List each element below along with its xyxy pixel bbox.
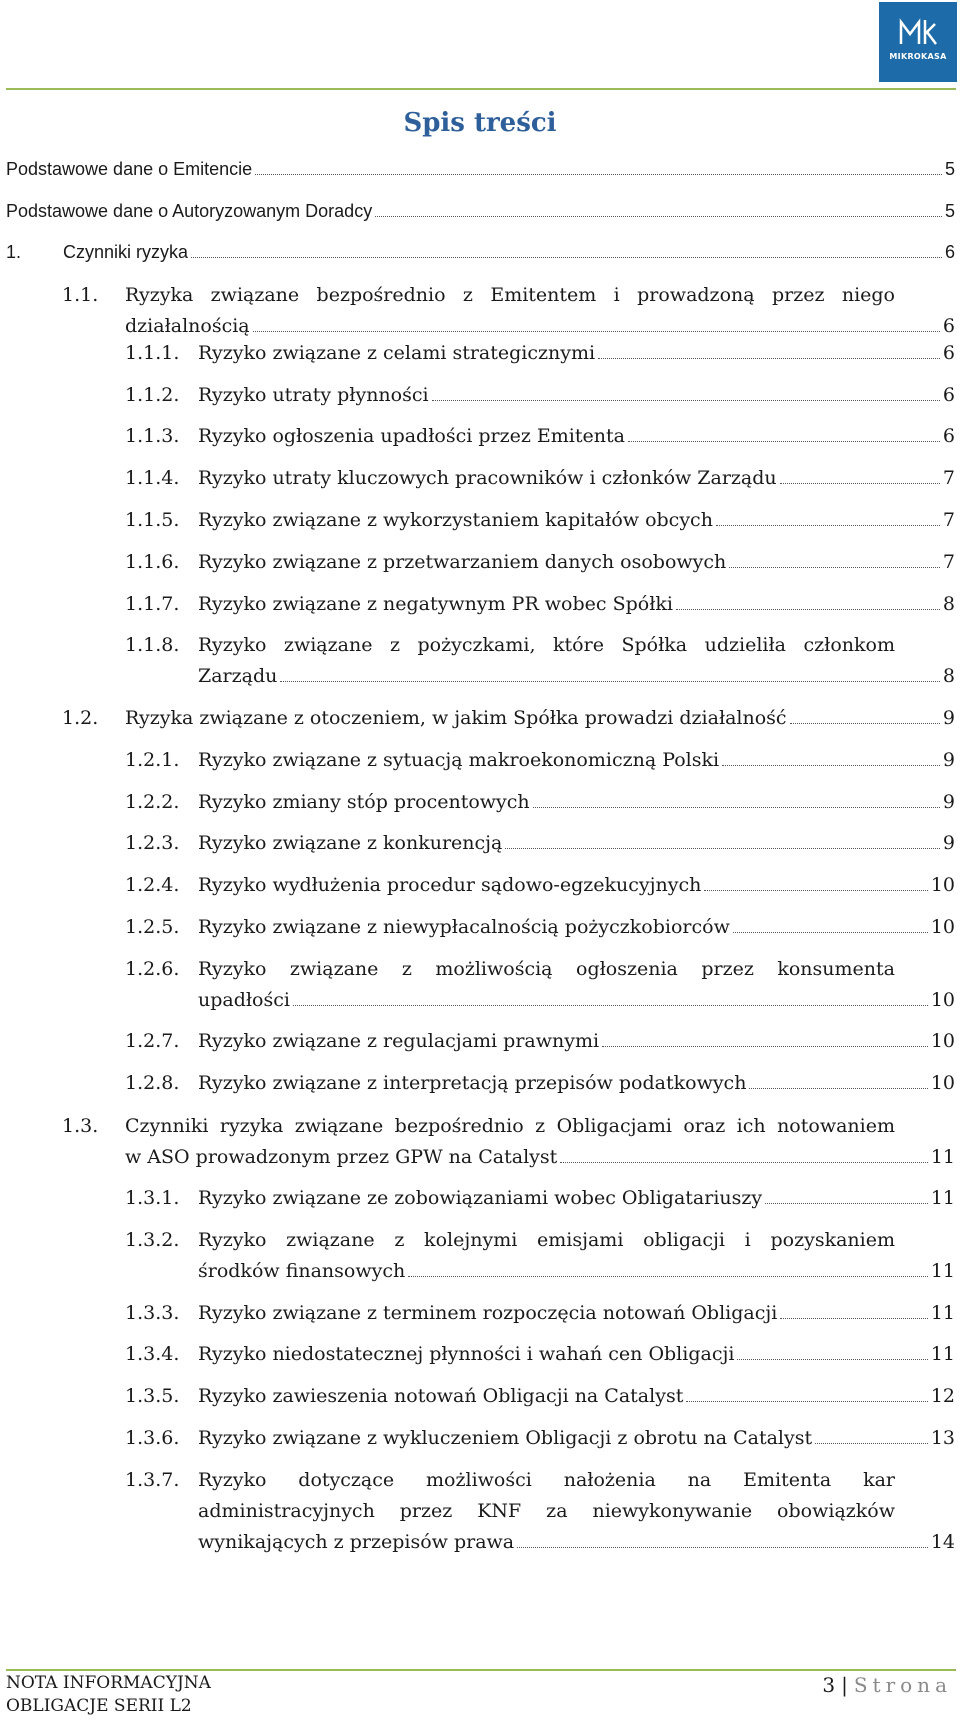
toc-entry-number: 1.2.6. [125,958,180,980]
toc-dot-leader [780,466,940,484]
toc-entry[interactable] [0,508,960,539]
toc-entry-page: 6 [942,425,955,447]
toc-entry-title: Ryzyko związane z regulacjami prawnymi [198,1030,600,1052]
toc-entry-page: 11 [930,1146,955,1168]
toc-entry[interactable] [0,283,960,345]
toc-dot-leader [602,1029,928,1047]
toc-entry-title: Ryzyko zmiany stóp procentowych [198,791,530,813]
toc-entry-number: 1.1.6. [125,551,180,573]
toc-entry-number: 1.2.8. [125,1072,180,1094]
toc-dot-leader [704,873,927,891]
toc-entry-page: 11 [930,1260,955,1282]
toc-entry[interactable] [0,157,960,188]
toc-entry-title: Podstawowe dane o Emitencie [6,159,253,179]
toc-entry-title: Ryzyko związane z wykorzystaniem kapitałów obcych [198,509,713,531]
toc-entry[interactable] [0,915,960,946]
toc-entry-title: Ryzyko zawieszenia notowań Obligacji na Catalyst [198,1385,684,1407]
toc-entry[interactable] [0,1029,960,1060]
toc-entry[interactable] [0,466,960,497]
footer-label: Strona [853,1673,952,1697]
toc-dot-leader [686,1384,927,1402]
toc-dot-leader [560,1145,928,1163]
toc-dot-leader [255,157,942,175]
toc-dot-leader [375,199,942,217]
toc-entry-page: 5 [944,201,955,221]
footer-page: 3 [822,1673,836,1697]
toc-entry[interactable] [0,1186,960,1217]
toc-entry[interactable] [0,1071,960,1102]
toc-entry-title: Ryzyko związane z niewypłacalnością pożyczkobiorców [198,916,730,938]
toc-entry[interactable] [0,550,960,581]
toc-entry[interactable] [0,1342,960,1373]
toc-entry-number: 1.2.2. [125,791,180,813]
toc-entry-number: 1.2.3. [125,832,180,854]
toc-entry-page: 10 [930,874,955,896]
toc-dot-leader [737,1342,927,1360]
toc-entry-page: 6 [942,384,955,406]
toc-entry-number: 1.2.1. [125,749,180,771]
toc-dot-leader [765,1186,928,1204]
toc-dot-leader [815,1426,928,1444]
toc-entry-page: 9 [942,707,955,729]
toc-entry-page: 9 [942,749,955,771]
toc-entry[interactable] [0,1426,960,1457]
toc-dot-leader [729,550,940,568]
toc-entry-number: 1.1.8. [125,634,180,656]
toc-entry-title: upadłości [198,989,290,1011]
toc-dot-leader [790,706,940,724]
toc-entry[interactable] [0,424,960,455]
toc-entry-title: Ryzyko utraty kluczowych pracowników i członków Zarządu [198,467,777,489]
toc-dot-leader [505,831,940,849]
toc-entry-page: 9 [942,832,955,854]
footer-rule [6,1669,956,1671]
toc-entry-number: 1.3.2. [125,1229,180,1251]
toc-entry-title: Ryzyko związane z negatywnym PR wobec Spółki [198,593,673,615]
toc-entry-title: w ASO prowadzonym przez GPW na Catalyst [125,1146,558,1168]
toc-entry-number: 1.1. [62,284,99,306]
toc-dot-leader [598,341,940,359]
toc-entry-number: 1.1.7. [125,593,180,615]
toc-entry[interactable] [0,1468,960,1561]
toc-entry[interactable] [0,873,960,904]
toc-entry-page: 11 [930,1302,955,1324]
toc-entry-number: 1.2.7. [125,1030,180,1052]
toc-dot-leader [533,790,940,808]
toc-dot-leader [517,1530,928,1548]
toc-dot-leader [432,383,940,401]
toc-entry-page: 6 [942,315,955,337]
toc-entry-title: Ryzyko związane z wykluczeniem Obligacji z obrotu na Catalyst [198,1427,813,1449]
toc-entry-number: 1.2. [62,707,99,729]
toc-entry-number: 1.3.5. [125,1385,180,1407]
toc-dot-leader [716,508,940,526]
toc-entry-title: Ryzyko wydłużenia procedur sądowo-egzekucyjnych [198,874,702,896]
toc-entry[interactable] [0,790,960,821]
toc-entry[interactable] [0,240,960,271]
toc-entry-number: 1.3.4. [125,1343,180,1365]
toc-entry[interactable] [0,957,960,1019]
toc-entry-page: 10 [930,1030,955,1052]
toc-entry-number: 1. [6,242,22,262]
toc-entry-page: 9 [942,791,955,813]
footer-line-1: NOTA INFORMACYJNA [6,1673,211,1693]
toc-entry[interactable] [0,1228,960,1290]
toc-entry-page: 11 [930,1187,955,1209]
toc-dot-leader [191,240,942,258]
toc-entry-title: Podstawowe dane o Autoryzowanym Doradcy [6,201,373,221]
toc-entry-page: 5 [944,159,955,179]
toc-entry-page: 6 [942,342,955,364]
page-title: Spis treści [403,108,557,138]
toc-entry-number: 1.1.2. [125,384,180,406]
toc-entry[interactable] [0,1114,960,1176]
toc-entry-page: 13 [930,1427,955,1449]
toc-entry[interactable] [0,199,960,230]
toc-entry-page: 8 [942,665,955,687]
toc-dot-leader [722,748,940,766]
toc-entry-title: Ryzyko związane z pożyczkami, które Spółka udzieliła członkom [198,634,895,656]
toc-entry[interactable] [0,1301,960,1332]
toc-entry-title: Ryzyko związane z możliwością ogłoszenia przez konsumenta [198,958,895,980]
toc-entry-title: Ryzyko niedostatecznej płynności i wahań cen Obligacji [198,1343,735,1365]
toc-dot-leader [676,592,940,610]
toc-entry-number: 1.3. [62,1115,99,1137]
toc-entry-page: 14 [930,1531,955,1553]
toc-entry-title: Ryzyko związane z terminem rozpoczęcia notowań Obligacji [198,1302,778,1324]
toc-entry-number: 1.3.6. [125,1427,180,1449]
toc-entry[interactable] [0,831,960,862]
toc-entry[interactable] [0,592,960,623]
toc-entry-number: 1.2.5. [125,916,180,938]
toc-entry-title: Ryzyko związane z celami strategicznymi [198,342,596,364]
toc-entry-page: 10 [930,989,955,1011]
toc-entry-title: środków finansowych [198,1260,406,1282]
toc-entry-number: 1.1.3. [125,425,180,447]
toc-entry[interactable] [0,383,960,414]
toc-entry-title: Ryzyko utraty płynności [198,384,429,406]
toc-entry-title: Ryzyka związane z otoczeniem, w jakim Spółka prowadzi działalność [125,707,787,729]
toc-entry-number: 1.1.4. [125,467,180,489]
toc-entry-page: 12 [930,1385,955,1407]
toc-entry[interactable] [0,633,960,695]
toc-dot-leader [733,915,928,933]
toc-dot-leader [780,1301,927,1319]
toc-entry-page: 10 [930,916,955,938]
toc-entry-title: Ryzyko związane z konkurencją [198,832,503,854]
toc-entry-page: 7 [942,467,955,489]
toc-entry-title: Ryzyko dotyczące możliwości nałożenia na Emitenta kar [198,1469,895,1491]
toc-entry-title: Ryzyko związane ze zobowiązaniami wobec Obligatariuszy [198,1187,763,1209]
toc-entry-title: Ryzyko związane z interpretacją przepisów podatkowych [198,1072,747,1094]
toc-entry-title: Ryzyko ogłoszenia upadłości przez Emitenta [198,425,625,447]
footer-separator: | [841,1673,848,1697]
toc-dot-leader [293,988,928,1006]
toc-entry-number: 1.1.1. [125,342,180,364]
toc-entry-number: 1.3.3. [125,1302,180,1324]
toc-entry-title: Ryzyko związane z sytuacją makroekonomiczną Polski [198,749,720,771]
toc-dot-leader [408,1259,928,1277]
toc-entry-title: Czynniki ryzyka związane bezpośrednio z Obligacjami oraz ich notowaniem [125,1115,895,1137]
toc-entry-title: Ryzyko związane z przetwarzaniem danych osobowych [198,551,727,573]
toc-entry-title: Czynniki ryzyka [63,242,189,262]
toc-entry-title: Ryzyko związane z kolejnymi emisjami obligacji i pozyskaniem [198,1229,895,1251]
toc-entry-title: Zarządu [198,665,278,687]
footer-line-2: OBLIGACJE SERII L2 [6,1696,192,1716]
toc-entry-title: działalnością [125,315,250,337]
toc-entry[interactable] [0,706,960,737]
toc-entry[interactable] [0,341,960,372]
toc-entry-page: 7 [942,551,955,573]
toc-dot-leader [749,1071,927,1089]
toc-entry-number: 1.1.5. [125,509,180,531]
logo-name: MIKROKASA [889,52,947,61]
toc-entry-title: Ryzyka związane bezpośrednio z Emitentem i prowadzoną przez niego [125,284,895,306]
toc-entry-page: 7 [942,509,955,531]
toc-entry-page: 8 [942,593,955,615]
toc-entry-page: 10 [930,1072,955,1094]
toc-entry[interactable] [0,748,960,779]
toc-entry-title: administracyjnych przez KNF za niewykonywanie obowiązków [198,1500,895,1522]
footer-page-number [822,1672,952,1698]
footer-document-title [6,1672,211,1718]
toc-entry-number: 1.2.4. [125,874,180,896]
toc-dot-leader [628,424,940,442]
toc-dot-leader [280,664,940,682]
toc-dot-leader [253,314,940,332]
toc-entry-number: 1.3.7. [125,1469,180,1491]
toc-entry-title: wynikających z przepisów prawa [198,1531,515,1553]
toc-entry[interactable] [0,1384,960,1415]
toc-entry-page: 11 [930,1343,955,1365]
toc-entry-number: 1.3.1. [125,1187,180,1209]
toc-entry-page: 6 [944,242,955,262]
